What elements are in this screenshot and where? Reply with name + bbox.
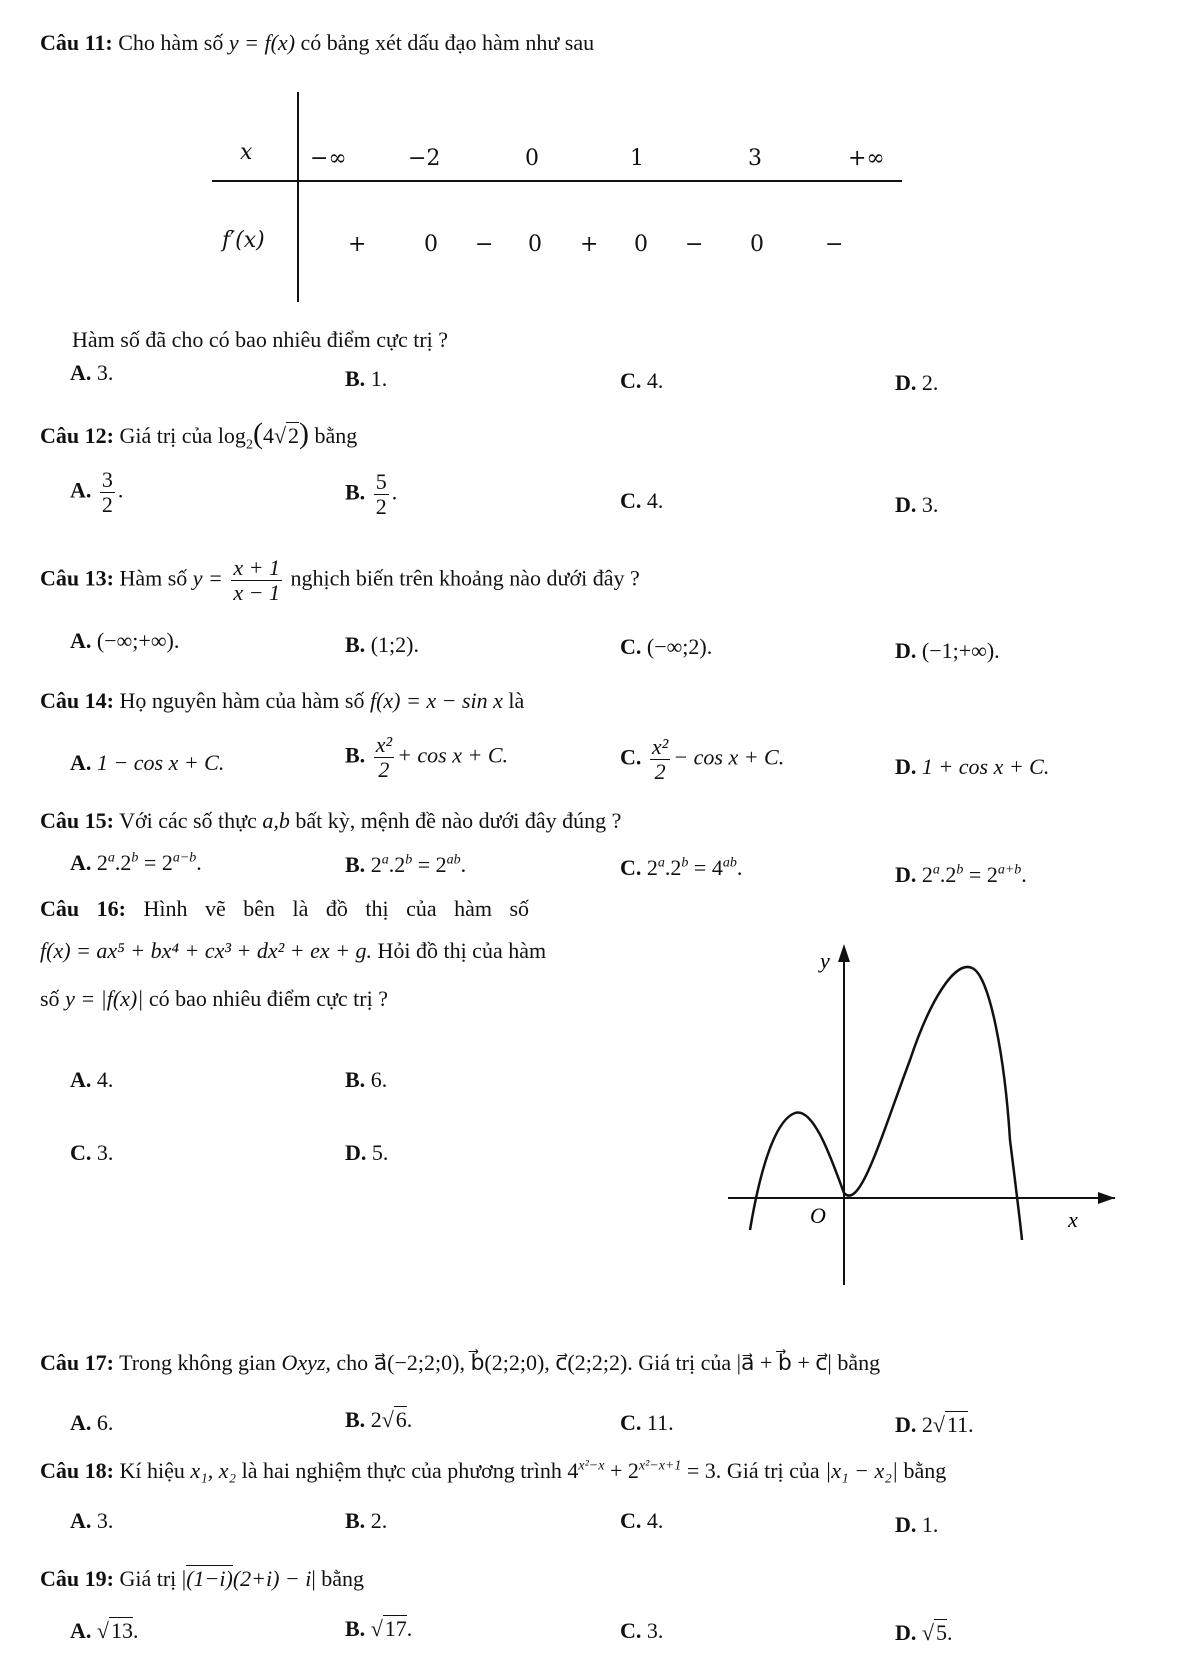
q15-option-a[interactable]: A. $2^a.2^b = 2^{a-b}$. [70, 850, 202, 875]
q19-stem: Câu 19: Giá trị |(1−i)(2+i) − i| bằng [40, 1566, 365, 1591]
function-graph [720, 940, 1120, 1290]
q19-expression: |(1−i)(2+i) − i| [181, 1566, 316, 1591]
q18-option-d[interactable]: D. 1. [895, 1512, 939, 1537]
q12-option-a[interactable]: A. $\frac{3}{2}$ . [70, 467, 124, 518]
q16-option-b[interactable]: B. 6. [345, 1067, 388, 1092]
origin-label: O [810, 1203, 826, 1228]
table-x-value: 3 [748, 146, 762, 171]
q15-option-d[interactable]: D. $2^a.2^b = 2^{a+b}$. [895, 862, 1027, 887]
table-sign: − [825, 232, 844, 257]
q18-option-b[interactable]: B. 2. [345, 1508, 388, 1533]
q13-option-b[interactable]: B. (1;2). [345, 632, 419, 657]
q11-option-b[interactable]: B. 1. [345, 366, 388, 391]
q17-option-c[interactable]: C. 11. [620, 1410, 674, 1435]
q14-option-c[interactable]: C. $\frac{\text{x²}}{2}$ − cos x + C. [620, 734, 785, 785]
q11-label: Câu 11: [40, 30, 113, 55]
q16-line1: Câu 16: Hình vẽ bên là đồ thị của hàm số [40, 896, 530, 921]
q17-option-a[interactable]: A. 6. [70, 1410, 114, 1435]
q13-stem: Câu 13: Hàm số y = $\frac{x + 1}{x - 1}$ nghịch biến trên khoảng nào dưới đây ? [40, 555, 640, 606]
y-axis-arrow [838, 944, 850, 962]
table-sign: 0 [750, 232, 764, 257]
table-x-value: −∞ [310, 146, 347, 171]
table-sign: 0 [528, 232, 542, 257]
q16-option-d[interactable]: D. 5. [345, 1140, 389, 1165]
q15-stem: Câu 15: Với các số thực a,b bất kỳ, mệnh đề nào dưới đây đúng ? [40, 808, 622, 833]
x-axis-arrow [1098, 1192, 1115, 1204]
q11-question: Hàm số đã cho có bao nhiêu điểm cực trị ? [72, 327, 449, 352]
q15-option-b[interactable]: B. $2^a.2^b = 2^{ab}$. [345, 852, 467, 877]
q12-option-b[interactable]: B. $\frac{5}{2}$ . [345, 469, 398, 520]
q15-option-c[interactable]: C. $2^a.2^b = 4^{ab}$. [620, 855, 743, 880]
q13-option-c[interactable]: C. (−∞;2). [620, 634, 713, 659]
table-x-value: −2 [408, 146, 441, 171]
q16-line3: số y = |f(x)| có bao nhiêu điểm cực trị ? [40, 986, 388, 1011]
q13-label: Câu 13: [40, 565, 114, 591]
q17-option-b[interactable]: B. 2√6. [345, 1407, 413, 1432]
q14-label: Câu 14: [40, 688, 114, 713]
table-sign: + [348, 232, 367, 257]
q17-option-d[interactable]: D. 2√11. [895, 1412, 974, 1437]
table-sign: + [580, 232, 599, 257]
table-sign: 0 [634, 232, 648, 257]
table-x-label: x [240, 140, 253, 165]
q11-text-pre: Cho hàm số [118, 30, 224, 55]
q19-option-a[interactable]: A. √13. [70, 1618, 139, 1643]
q12-option-d[interactable]: D. 3. [895, 492, 939, 517]
q19-option-b[interactable]: B. √17. [345, 1616, 413, 1641]
q18-option-a[interactable]: A. 3. [70, 1508, 114, 1533]
q16-option-a[interactable]: A. 4. [70, 1067, 114, 1092]
table-sign: − [685, 232, 704, 257]
q11-option-c[interactable]: C. 4. [620, 368, 664, 393]
q13-option-d[interactable]: D. (−1;+∞). [895, 638, 1000, 663]
q19-label: Câu 19: [40, 1566, 114, 1591]
q16-line2: f(x) = ax⁵ + bx⁴ + cx³ + dx² + ex + g. Hỏi đồ thị của hàm [40, 938, 547, 963]
q15-label: Câu 15: [40, 808, 114, 833]
q12-option-c[interactable]: C. 4. [620, 488, 664, 513]
q19-option-d[interactable]: D. √5. [895, 1620, 953, 1645]
q14-option-b[interactable]: B. $\frac{\text{x²}}{2}$ + cos x + C. [345, 732, 509, 783]
log-expression: $\log_2(4√2)$ [217, 417, 310, 453]
q12-label: Câu 12: [40, 423, 114, 448]
q11-stem [40, 30, 594, 56]
x-label: x [1068, 1207, 1078, 1232]
table-sign: − [475, 232, 494, 257]
q14-option-d[interactable]: D. 1 + cos x + C. [895, 754, 1050, 779]
q13-option-a[interactable]: A. (−∞;+∞). [70, 628, 180, 653]
q17-label: Câu 17: [40, 1350, 114, 1375]
q16-option-c[interactable]: C. 3. [70, 1140, 114, 1165]
q16-label: Câu 16: [40, 896, 126, 921]
q19-option-c[interactable]: C. 3. [620, 1618, 664, 1643]
table-x-value: +∞ [848, 146, 885, 171]
q11-option-d[interactable]: D. 2. [895, 370, 939, 395]
y-label: y [820, 948, 830, 973]
table-x-value: 1 [630, 146, 644, 171]
q14-option-a[interactable]: A. 1 − cos x + C. [70, 750, 225, 775]
q18-option-c[interactable]: C. 4. [620, 1508, 664, 1533]
q11-text-post: có bảng xét dấu đạo hàm như sau [300, 30, 595, 55]
q17-stem: Câu 17: Trong không gian Oxyz, cho a⃗(−2;2;0), b⃗(2;2;0), c⃗(2;2;2). Giá trị của |a⃗ + b⃗ + c⃗| bằng [40, 1350, 881, 1375]
curve [750, 967, 1022, 1240]
q11-func: y = f(x) [228, 30, 296, 55]
q12-stem: Câu 12: Giá trị của $\log_2(4√2)$ bằng [40, 417, 358, 453]
q18-stem: Câu 18: Kí hiệu x₁, x₂ là hai nghiệm thực của phương trình $4^{x^2-x} + 2^{x^2-x+1} = 3$. Giá trị của |x₁ − x₂| bằng [40, 1458, 947, 1483]
q14-stem: Câu 14: Họ nguyên hàm của hàm số f(x) = x − sin x là [40, 688, 525, 713]
q11-option-a[interactable]: A. 3. [70, 360, 114, 385]
table-sign: 0 [424, 232, 438, 257]
q18-label: Câu 18: [40, 1458, 114, 1483]
table-x-value: 0 [525, 146, 539, 171]
table-fx-label: f′(x) [222, 228, 265, 253]
